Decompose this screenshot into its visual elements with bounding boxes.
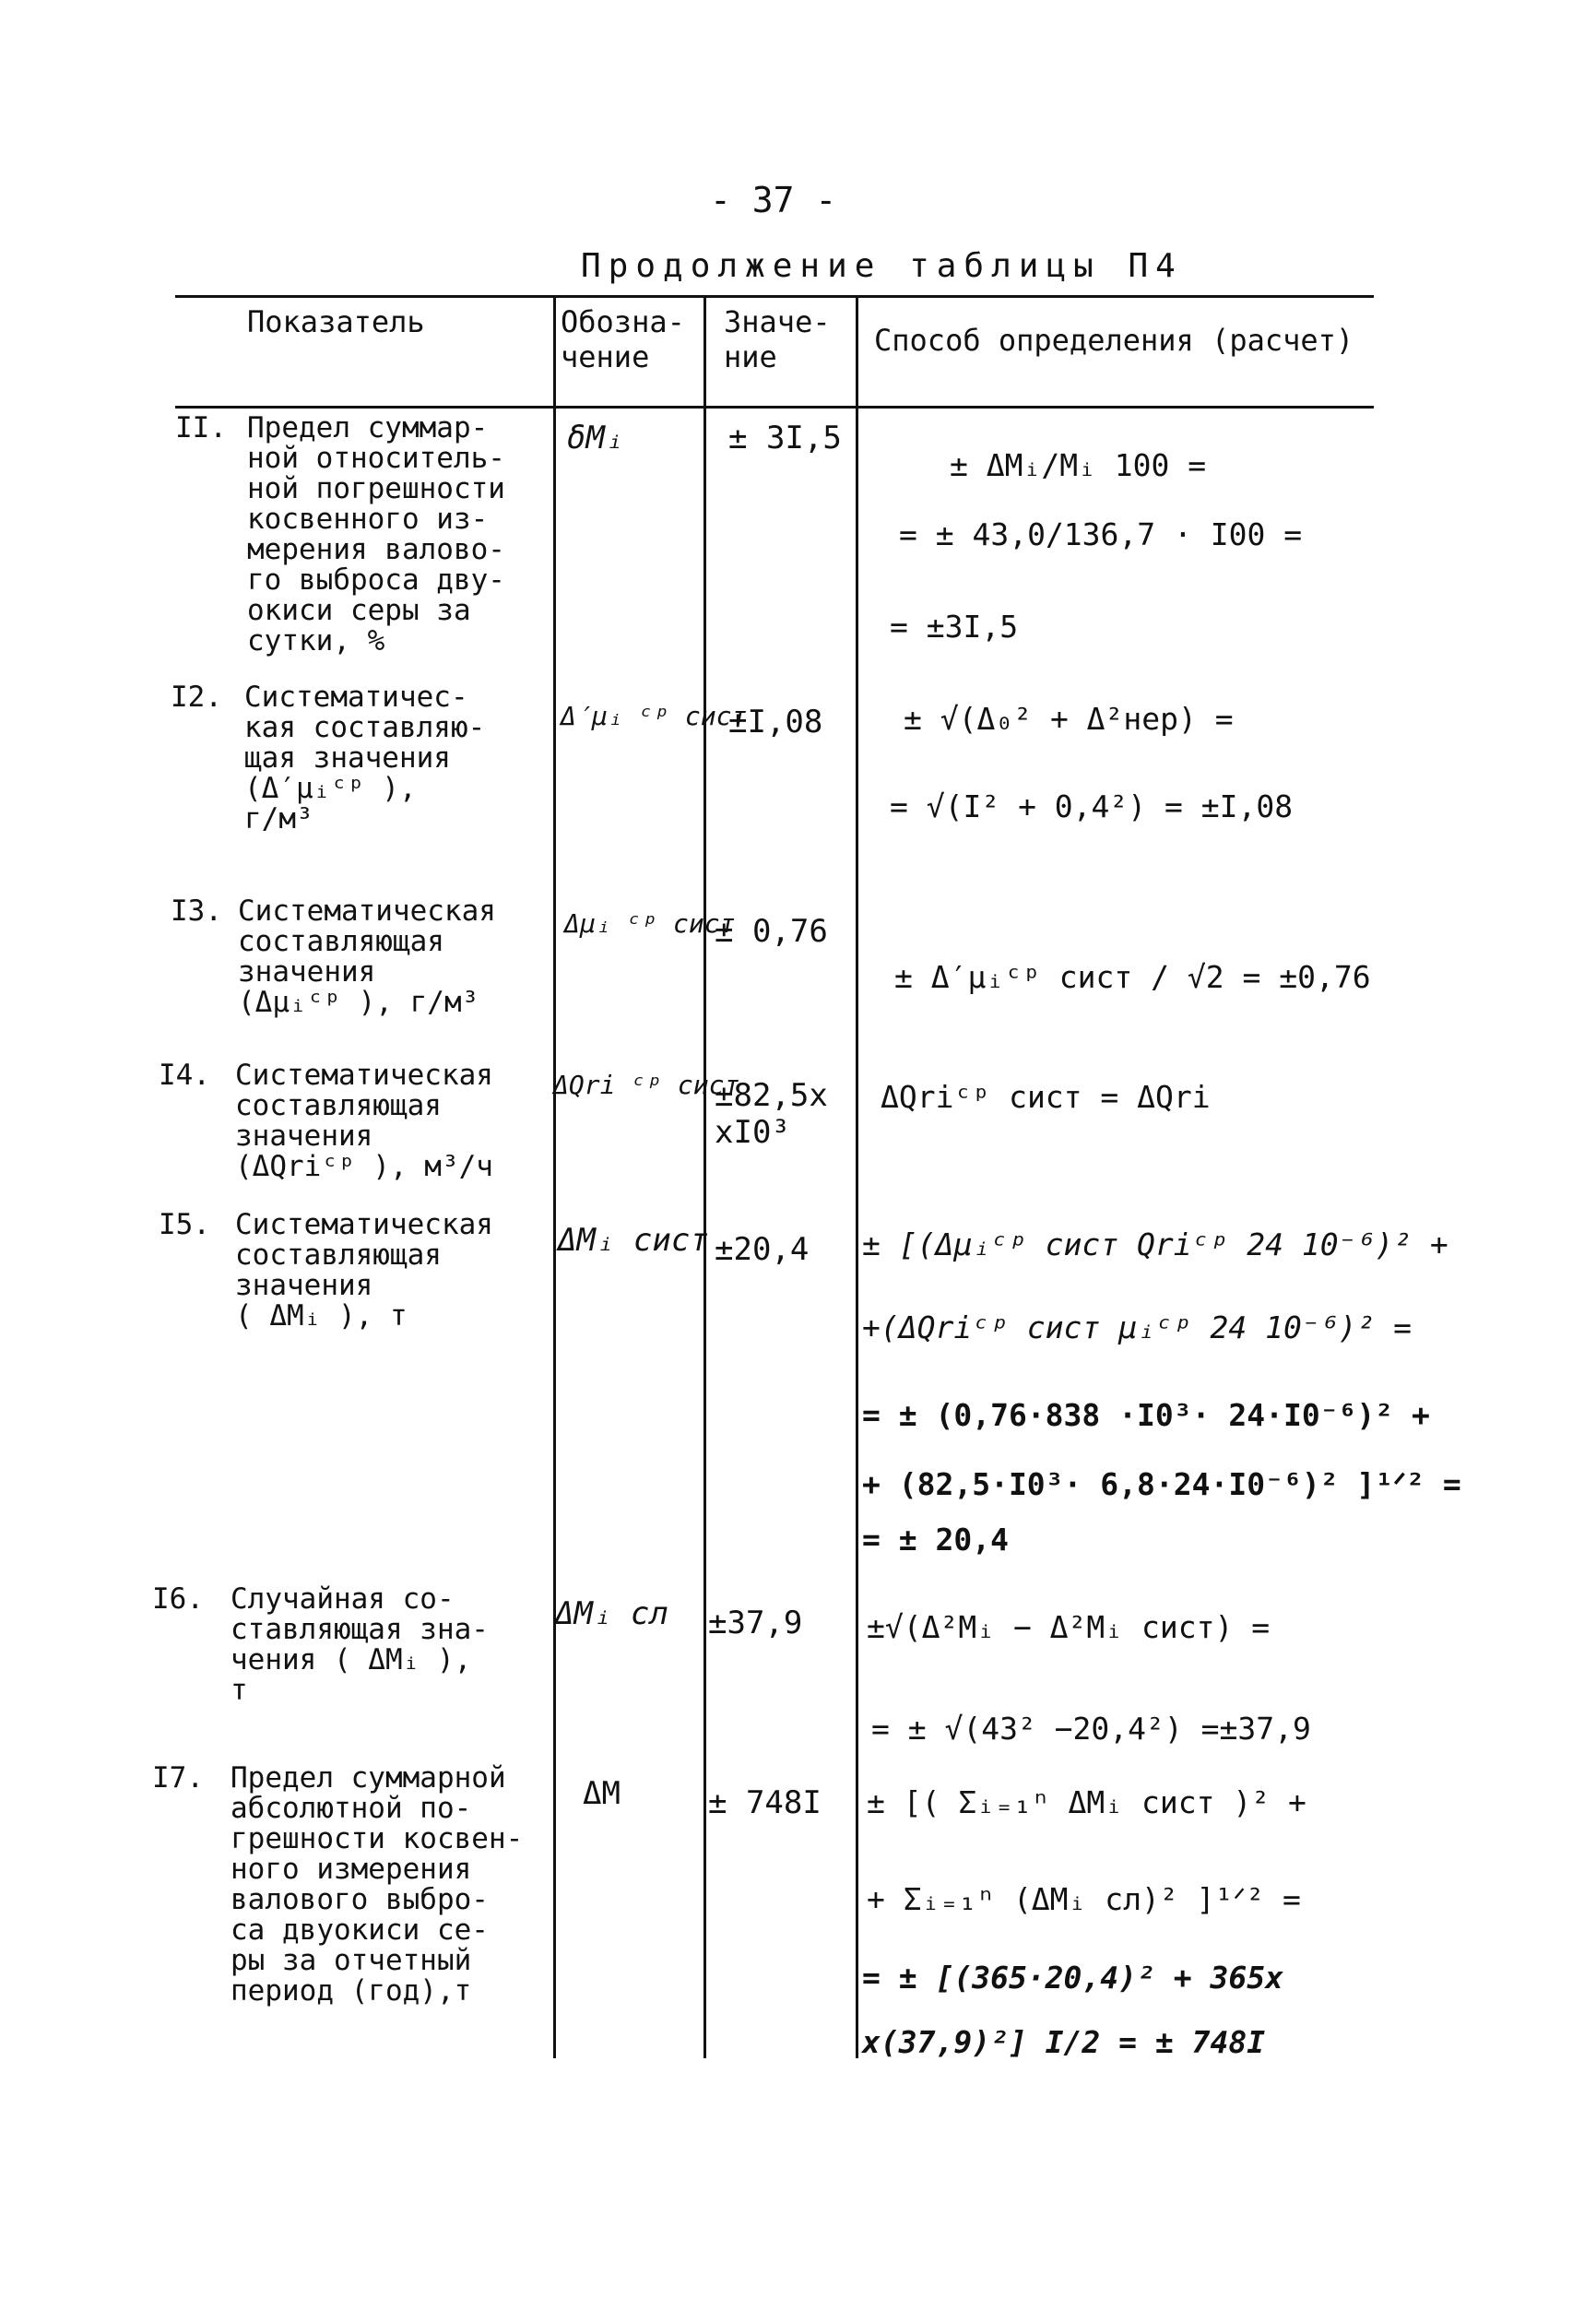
row-number: I5. xyxy=(159,1208,210,1241)
row-formula-line: = ± [(365·20,4)² + 365x xyxy=(862,1960,1283,1996)
column-divider-2 xyxy=(703,297,706,2058)
row-indicator-text: Систематичес- кая составляю- щая значения (Δ′μᵢᶜᵖ ), г/м³ xyxy=(244,681,486,835)
row-value: ±I,08 xyxy=(728,704,823,740)
header-method: Способ определения (расчет) xyxy=(874,323,1354,358)
table-top-rule xyxy=(175,295,1374,298)
row-indicator-text: Предел суммар- ной относитель- ной погрешности косвенного из- мерения валово- го выброса дву- окиси серы за сутки, % xyxy=(247,411,505,658)
row-formula-line: ± [(Δμᵢᶜᵖ сист Qriᶜᵖ 24 10⁻⁶)² + xyxy=(862,1226,1448,1262)
header-value: Значе- ние xyxy=(724,304,831,374)
row-indicator-text: Случайная со- ставляющая зна- чения ( ΔMᵢ ), т xyxy=(231,1582,489,1707)
row-number: I6. xyxy=(152,1582,204,1616)
row-value: ±82,5x xI0³ xyxy=(715,1077,828,1151)
row-formula-line: ± [( Σᵢ₌₁ⁿ ΔMᵢ сист )² + xyxy=(867,1784,1306,1820)
header-symbol: Обозна- чение xyxy=(561,304,685,374)
row-symbol: ΔMᵢ сл xyxy=(555,1595,668,1632)
row-indicator-text: Систематическая составляющая значения (Δμᵢᶜᵖ ), г/м³ xyxy=(238,894,496,1019)
page-number: - 37 - xyxy=(710,180,837,220)
row-formula-line: = ± (0,76·838 ·I0³· 24·I0⁻⁶)² + xyxy=(862,1397,1430,1433)
table-header-rule xyxy=(175,406,1374,409)
column-divider-3 xyxy=(856,297,858,2058)
row-formula-line: + Σᵢ₌₁ⁿ (ΔMᵢ сл)² ]¹ᐟ² = xyxy=(867,1881,1301,1917)
row-number: I2. xyxy=(171,681,222,714)
row-formula-line: ΔQriᶜᵖ сист = ΔQri xyxy=(881,1079,1211,1115)
row-formula-line: = ± 43,0/136,7 · I00 = xyxy=(899,516,1303,552)
table-continuation-caption: Продолжение таблицы П4 xyxy=(581,247,1183,285)
header-indicator: Показатель xyxy=(247,304,425,339)
row-formula-line: ±√(Δ²Mᵢ − Δ²Mᵢ сист) = xyxy=(867,1609,1271,1645)
row-number: I7. xyxy=(152,1761,204,1795)
row-formula-line: = ± √(43² −20,4²) =±37,9 xyxy=(871,1711,1311,1747)
row-value: ± 3I,5 xyxy=(728,420,842,456)
row-formula-line: ± Δ′μᵢᶜᵖ сист / √2 = ±0,76 xyxy=(894,959,1371,995)
row-value: ± 0,76 xyxy=(715,913,828,950)
row-number: I4. xyxy=(159,1059,210,1092)
row-value: ± 748I xyxy=(708,1784,822,1821)
row-formula-line: x(37,9)²] I/2 = ± 748I xyxy=(862,2024,1266,2060)
row-number: II. xyxy=(175,411,227,444)
row-indicator-text: Систематическая составляющая значения ( ΔMᵢ ), т xyxy=(235,1208,493,1333)
row-formula-line: +(ΔQriᶜᵖ сист μᵢᶜᵖ 24 10⁻⁶)² = xyxy=(862,1309,1413,1345)
row-number: I3. xyxy=(171,894,222,928)
row-indicator-text: Предел суммарной абсолютной по- грешности косвен- ного измерения валового выбро- са двуокиси се- ры за отчетный период (год),т xyxy=(231,1761,524,2008)
row-value: ±20,4 xyxy=(715,1231,810,1268)
row-symbol: ΔMᵢ сист xyxy=(558,1222,709,1259)
row-formula-line: ± ΔMᵢ/Mᵢ 100 = xyxy=(950,447,1207,483)
row-symbol: Δ′μᵢ ᶜᵖ сист xyxy=(561,701,748,731)
row-formula-line: + (82,5·I0³· 6,8·24·I0⁻⁶)² ]¹ᐟ² = xyxy=(862,1466,1461,1502)
row-symbol: ΔQri ᶜᵖ сист xyxy=(553,1070,740,1100)
row-symbol: δMᵢ xyxy=(567,420,624,456)
row-value: ±37,9 xyxy=(708,1605,803,1641)
row-formula-line: = ± 20,4 xyxy=(862,1522,1009,1558)
row-symbol: Δμᵢ ᶜᵖ сист xyxy=(564,908,736,939)
row-formula-line: = ±3I,5 xyxy=(890,609,1019,645)
row-formula-line: ± √(Δ₀² + Δ²нер) = xyxy=(904,701,1234,737)
column-divider-1 xyxy=(553,297,556,2058)
row-symbol: ΔM xyxy=(583,1775,621,1812)
row-formula-line: = √(I² + 0,4²) = ±I,08 xyxy=(890,788,1294,824)
row-indicator-text: Систематическая составляющая значения (ΔQriᶜᵖ ), м³/ч xyxy=(235,1059,493,1183)
